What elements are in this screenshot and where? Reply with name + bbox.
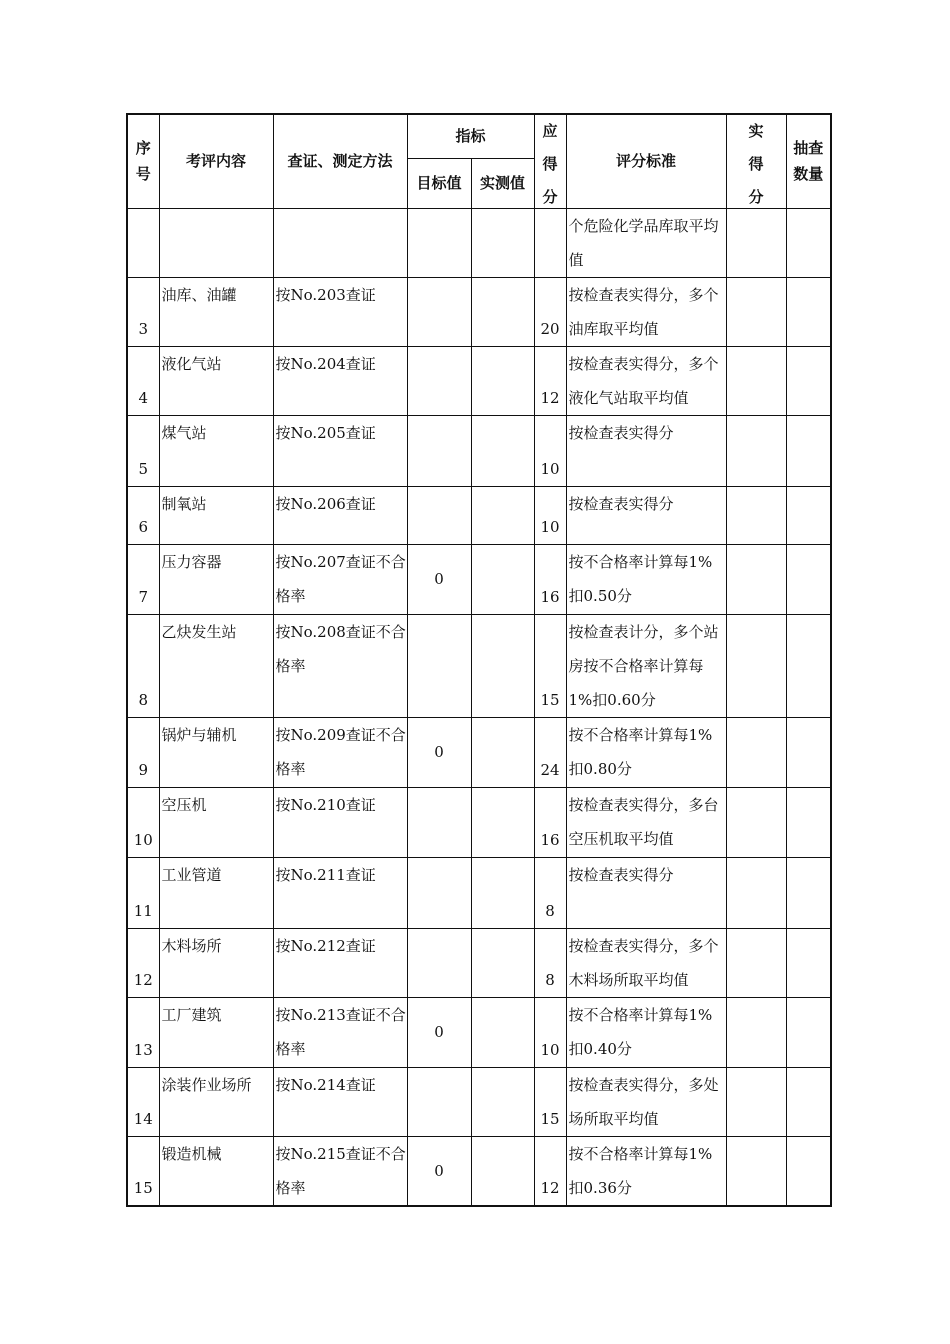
- row-content: 油库、油罐: [159, 277, 273, 346]
- row-criteria: 按检查表实得分，多台空压机取平均值: [566, 787, 726, 857]
- row-points-due: 10: [534, 997, 566, 1067]
- row-points-due: 10: [534, 415, 566, 486]
- row-method: 按No.212查证: [273, 928, 407, 997]
- row-measured: [471, 544, 534, 614]
- row-points-got: [726, 614, 786, 717]
- row-points-due: 20: [534, 277, 566, 346]
- row-content: 制氧站: [159, 486, 273, 544]
- row-target: [407, 208, 471, 277]
- row-criteria: 按不合格率计算每1%扣0.80分: [566, 717, 726, 787]
- row-target: [407, 928, 471, 997]
- row-method: 按No.215查证不合格率: [273, 1136, 407, 1206]
- row-target: [407, 277, 471, 346]
- row-points-got: [726, 928, 786, 997]
- row-points-due: 12: [534, 1136, 566, 1206]
- table-row: [127, 208, 831, 277]
- row-seq: 8: [127, 614, 159, 717]
- row-points-due: 12: [534, 346, 566, 415]
- row-sample-qty: [786, 997, 831, 1067]
- row-target: [407, 787, 471, 857]
- row-seq: 7: [127, 544, 159, 614]
- row-sample-qty: [786, 415, 831, 486]
- row-criteria: 按不合格率计算每1%扣0.36分: [566, 1136, 726, 1206]
- row-points-due: 8: [534, 928, 566, 997]
- row-points-due: 10: [534, 486, 566, 544]
- row-points-got: [726, 486, 786, 544]
- row-seq: 13: [127, 997, 159, 1067]
- table-body: [127, 208, 831, 1206]
- header-method: 查证、测定方法: [273, 114, 407, 208]
- row-criteria: 按检查表实得分，多个木料场所取平均值: [566, 928, 726, 997]
- row-method: 按No.211查证: [273, 857, 407, 928]
- row-points-due: 15: [534, 1067, 566, 1136]
- header-target: 目标值: [407, 158, 471, 208]
- row-points-got: [726, 997, 786, 1067]
- row-sample-qty: [786, 1136, 831, 1206]
- row-points-due: 8: [534, 857, 566, 928]
- header-points-due: 应得分: [534, 114, 566, 208]
- header-points-got: 实得分: [726, 114, 786, 208]
- row-target: [407, 346, 471, 415]
- row-seq: 6: [127, 486, 159, 544]
- header-sample-qty: 抽查数量: [786, 114, 831, 208]
- row-sample-qty: [786, 346, 831, 415]
- row-content: 涂装作业场所: [159, 1067, 273, 1136]
- row-seq: 5: [127, 415, 159, 486]
- row-seq: 4: [127, 346, 159, 415]
- row-content: 空压机: [159, 787, 273, 857]
- row-measured: [471, 717, 534, 787]
- row-sample-qty: [786, 486, 831, 544]
- header-measured: 实测值: [471, 158, 534, 208]
- row-content: 锅炉与辅机: [159, 717, 273, 787]
- row-points-got: [726, 857, 786, 928]
- table-row: [127, 614, 831, 717]
- row-measured: [471, 277, 534, 346]
- assessment-table-page: [126, 113, 830, 1207]
- table-row: [127, 928, 831, 997]
- row-method: 按No.203查证: [273, 277, 407, 346]
- row-points-got: [726, 277, 786, 346]
- table-row: [127, 277, 831, 346]
- row-measured: [471, 928, 534, 997]
- row-target: [407, 614, 471, 717]
- row-target: 0: [407, 717, 471, 787]
- assessment-table: [126, 113, 832, 1207]
- row-target: [407, 1067, 471, 1136]
- row-content: [159, 208, 273, 277]
- row-sample-qty: [786, 614, 831, 717]
- row-seq: 10: [127, 787, 159, 857]
- table-row: [127, 717, 831, 787]
- table-row: [127, 346, 831, 415]
- row-points-due: 15: [534, 614, 566, 717]
- table-header: [127, 114, 831, 208]
- row-target: 0: [407, 544, 471, 614]
- row-sample-qty: [786, 208, 831, 277]
- row-sample-qty: [786, 717, 831, 787]
- row-seq: 3: [127, 277, 159, 346]
- row-target: [407, 486, 471, 544]
- header-seq: 序号: [127, 114, 159, 208]
- row-criteria: 按检查表计分，多个站房按不合格率计算每1%扣0.60分: [566, 614, 726, 717]
- row-points-got: [726, 346, 786, 415]
- table-row: [127, 787, 831, 857]
- row-seq: 14: [127, 1067, 159, 1136]
- row-target: 0: [407, 1136, 471, 1206]
- row-measured: [471, 208, 534, 277]
- row-method: 按No.208查证不合格率: [273, 614, 407, 717]
- row-sample-qty: [786, 1067, 831, 1136]
- table-row: [127, 486, 831, 544]
- row-content: 锻造机械: [159, 1136, 273, 1206]
- row-criteria: 按检查表实得分，多处场所取平均值: [566, 1067, 726, 1136]
- header-indicator: 指标: [407, 114, 534, 158]
- row-seq: [127, 208, 159, 277]
- row-seq: 11: [127, 857, 159, 928]
- row-measured: [471, 415, 534, 486]
- row-criteria: 个危险化学品库取平均值: [566, 208, 726, 277]
- row-method: 按No.210查证: [273, 787, 407, 857]
- row-criteria: 按检查表实得分，多个油库取平均值: [566, 277, 726, 346]
- row-sample-qty: [786, 928, 831, 997]
- header-criteria: 评分标准: [566, 114, 726, 208]
- row-target: [407, 415, 471, 486]
- row-content: 液化气站: [159, 346, 273, 415]
- table-row: [127, 1136, 831, 1206]
- row-seq: 12: [127, 928, 159, 997]
- row-sample-qty: [786, 857, 831, 928]
- row-criteria: 按检查表实得分: [566, 486, 726, 544]
- row-content: 木料场所: [159, 928, 273, 997]
- row-points-got: [726, 1136, 786, 1206]
- row-method: 按No.204查证: [273, 346, 407, 415]
- row-method: 按No.207查证不合格率: [273, 544, 407, 614]
- row-content: 压力容器: [159, 544, 273, 614]
- row-seq: 9: [127, 717, 159, 787]
- row-criteria: 按不合格率计算每1%扣0.40分: [566, 997, 726, 1067]
- row-sample-qty: [786, 544, 831, 614]
- row-sample-qty: [786, 787, 831, 857]
- row-seq: 15: [127, 1136, 159, 1206]
- row-measured: [471, 997, 534, 1067]
- table-row: [127, 415, 831, 486]
- row-points-got: [726, 787, 786, 857]
- row-method: 按No.205查证: [273, 415, 407, 486]
- row-content: 乙炔发生站: [159, 614, 273, 717]
- row-criteria: 按检查表实得分: [566, 857, 726, 928]
- table-row: [127, 857, 831, 928]
- row-measured: [471, 1136, 534, 1206]
- row-content: 煤气站: [159, 415, 273, 486]
- row-measured: [471, 486, 534, 544]
- row-points-due: [534, 208, 566, 277]
- row-method: 按No.214查证: [273, 1067, 407, 1136]
- row-criteria: 按检查表实得分: [566, 415, 726, 486]
- row-content: 工业管道: [159, 857, 273, 928]
- row-method: 按No.209查证不合格率: [273, 717, 407, 787]
- table-row: [127, 1067, 831, 1136]
- row-measured: [471, 614, 534, 717]
- row-target: 0: [407, 997, 471, 1067]
- row-measured: [471, 346, 534, 415]
- row-sample-qty: [786, 277, 831, 346]
- row-measured: [471, 787, 534, 857]
- row-method: 按No.206查证: [273, 486, 407, 544]
- table-row: [127, 544, 831, 614]
- row-points-got: [726, 415, 786, 486]
- row-points-due: 24: [534, 717, 566, 787]
- row-measured: [471, 1067, 534, 1136]
- table-row: [127, 997, 831, 1067]
- row-content: 工厂建筑: [159, 997, 273, 1067]
- row-target: [407, 857, 471, 928]
- row-points-got: [726, 717, 786, 787]
- row-criteria: 按检查表实得分，多个液化气站取平均值: [566, 346, 726, 415]
- row-points-got: [726, 544, 786, 614]
- row-measured: [471, 857, 534, 928]
- row-criteria: 按不合格率计算每1%扣0.50分: [566, 544, 726, 614]
- row-method: [273, 208, 407, 277]
- row-points-due: 16: [534, 544, 566, 614]
- row-points-due: 16: [534, 787, 566, 857]
- header-content: 考评内容: [159, 114, 273, 208]
- row-points-got: [726, 1067, 786, 1136]
- row-method: 按No.213查证不合格率: [273, 997, 407, 1067]
- row-points-got: [726, 208, 786, 277]
